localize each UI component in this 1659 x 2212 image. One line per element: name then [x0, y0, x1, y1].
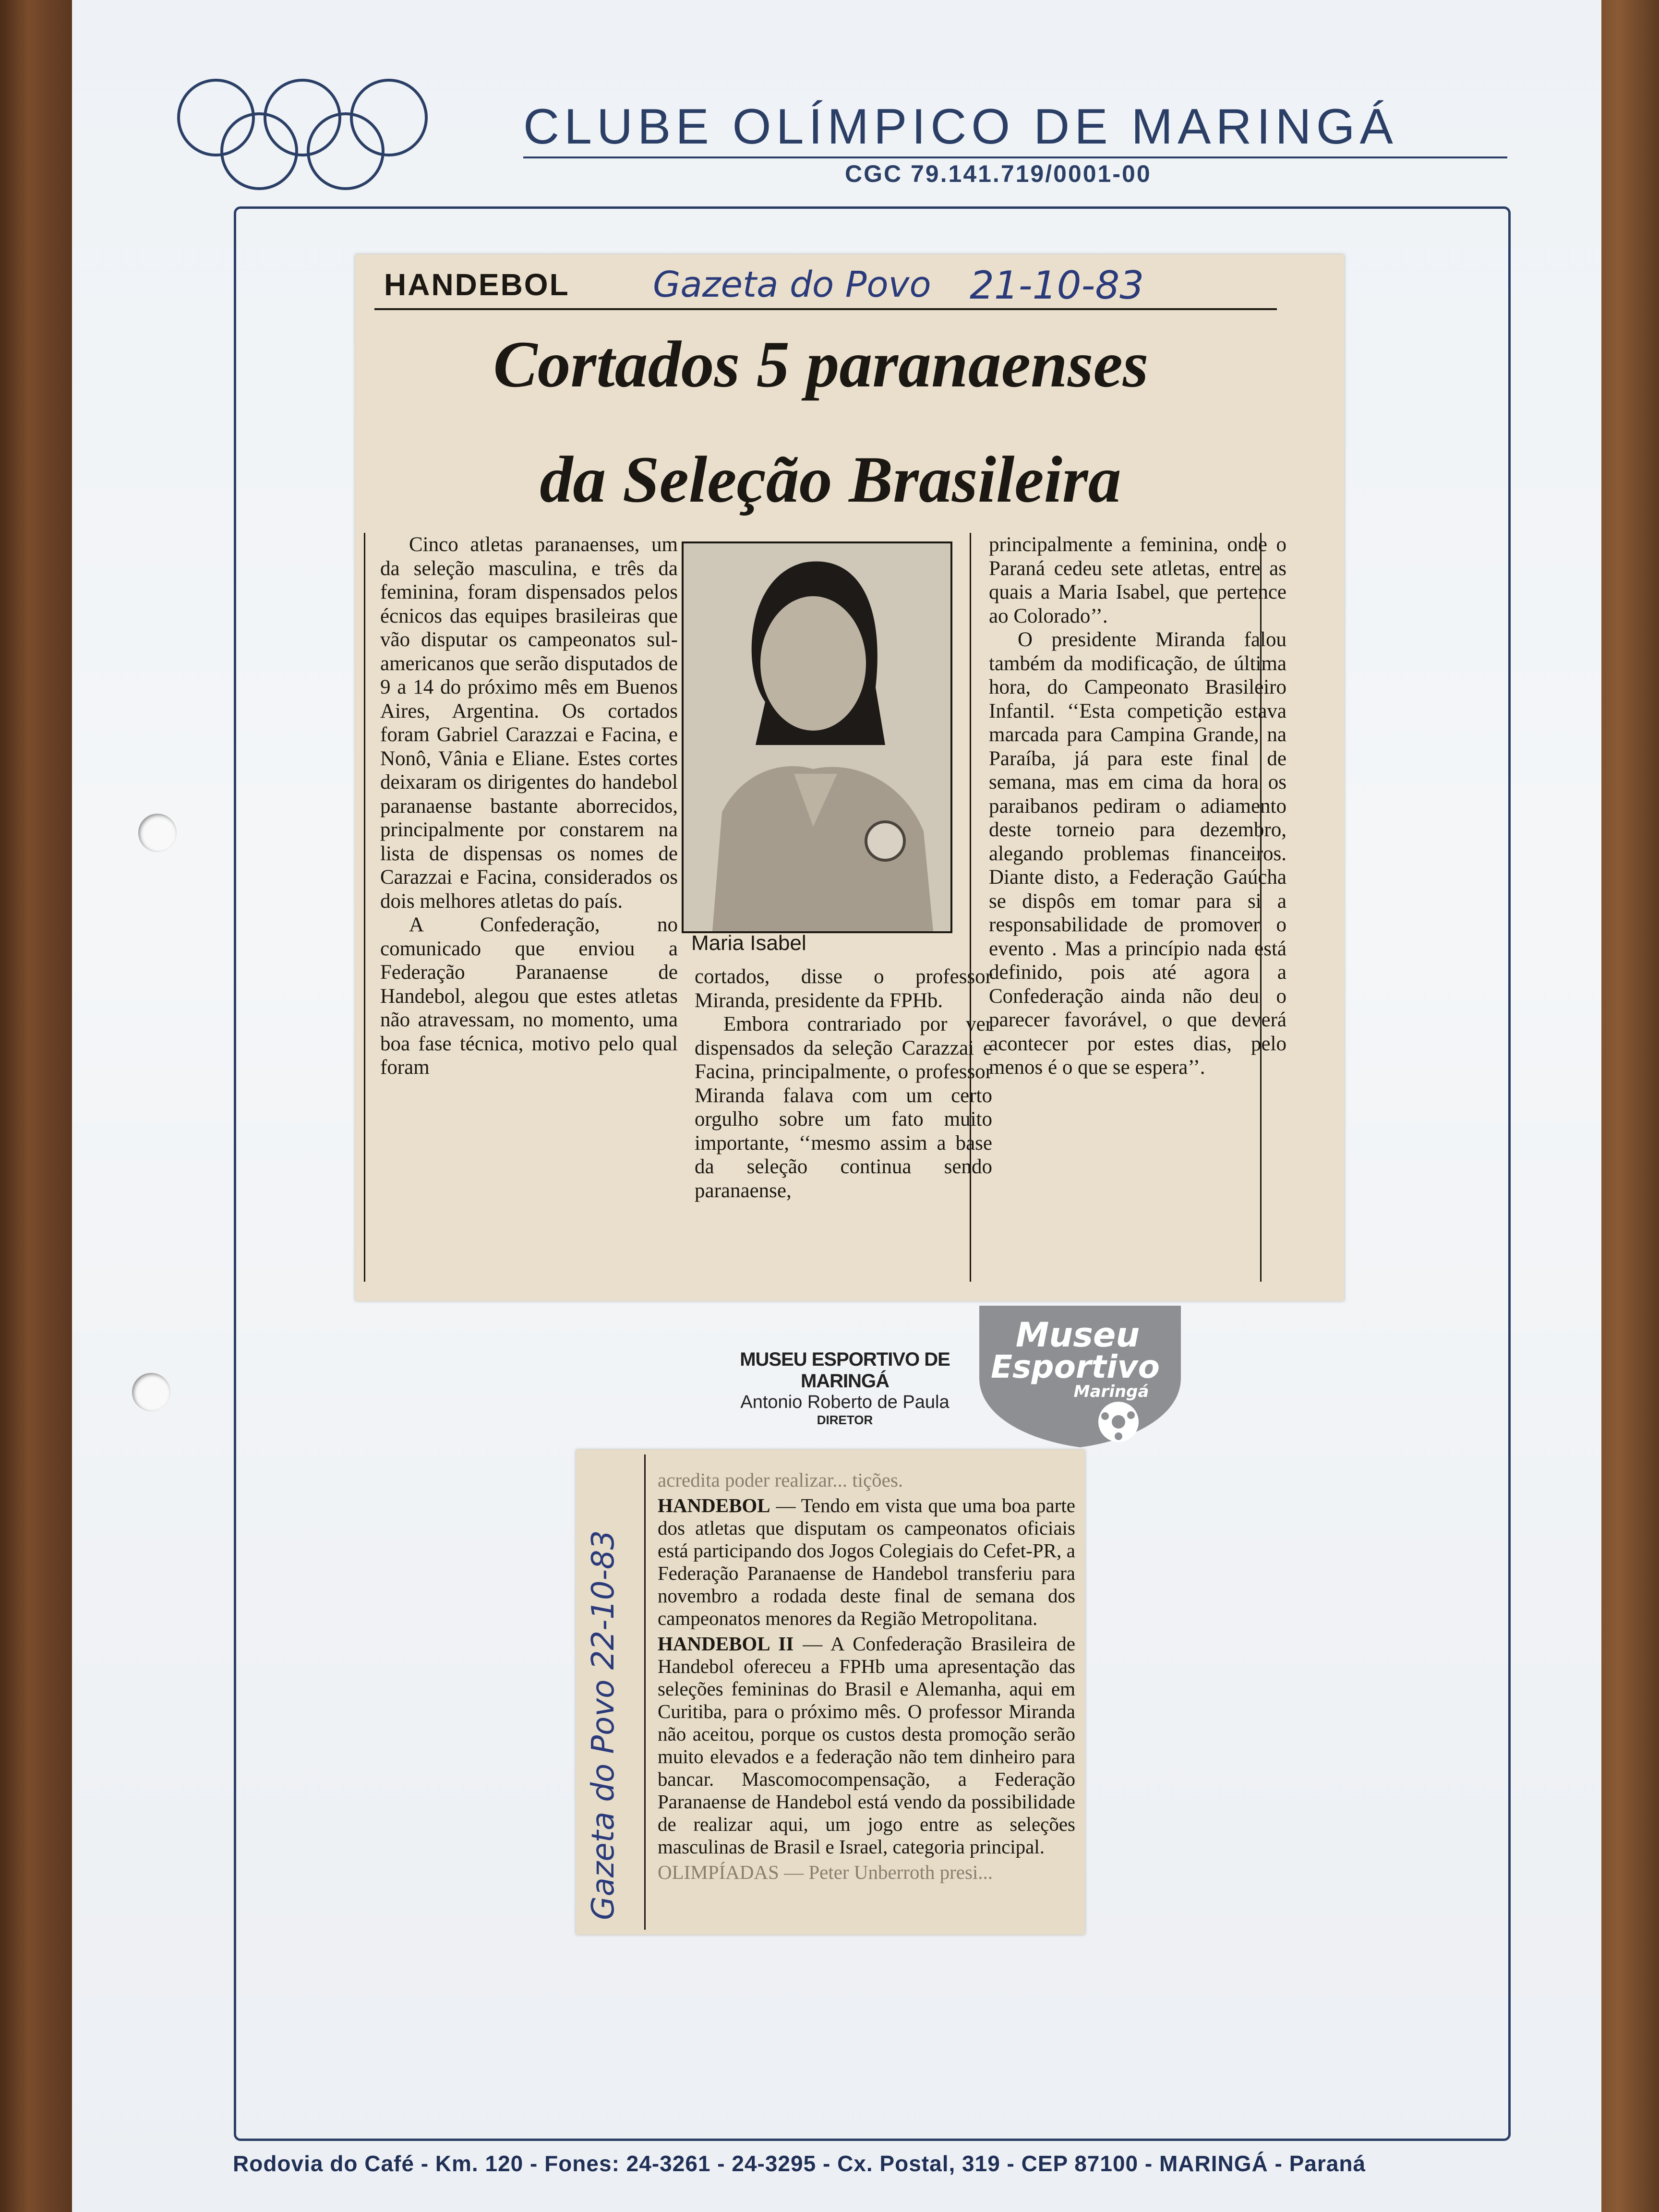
paragraph: A Confederação, no comunicado que enviou a Federação Paranaense de Handebol, alegou que estes atletas não atravessam, no momento, uma boa fase técnica, motivo pelo qual foram: [380, 914, 678, 1079]
news-item-body: — Tendo em vista que uma boa parte dos atletas que disputam os campeonatos oficiais está participando dos Jogos Colegiais do Cefet-PR, a Federação Paranaense de Handebol transferiu para novembro a rodada deste final de semana dos campeonatos menores da Região Metropolitana.: [658, 1494, 1075, 1629]
news-item-title: HANDEBOL II: [658, 1633, 794, 1655]
headline-line-2: da Seleção Brasileira: [540, 443, 1121, 516]
handwritten-source: Gazeta do Povo: [653, 264, 931, 305]
paragraph: O presidente Miranda falou também da modificação, de última hora, do Campeonato Brasileiro Infantil. ‘‘Esta competição estava marcada para Campina Grande, na Paraíba, já para este final de semana, mas em cima da hora os paraibanos pediram o adiamento deste torneio para dezembro, alegando problemas financeiros. Diante disto, a Federação Gaúcha se dispôs em tomar para si a responsabilidade de promover o evento . Mas a princípio nada está definido, pois até agora a Confederação ainda não deu o parecer favorável, o que deverá acontecer por estes dias, pelo menos é o que se espera’’.: [989, 628, 1286, 1079]
stamp-person: Antonio Roberto de Paula: [740, 1392, 950, 1412]
letterhead-footer: Rodovia do Café - Km. 120 - Fones: 24-3261 - 24-3295 - Cx. Postal, 319 - CEP 87100 - MARINGÁ - Paraná: [233, 2151, 1366, 2176]
section-rule: [374, 308, 1277, 310]
article-column-3: [989, 533, 1286, 1080]
photo-caption: Maria Isabel: [691, 931, 806, 955]
stamp-role: DIRETOR: [817, 1413, 873, 1427]
paragraph: Embora contrariado por ver dispensados da seleção Carazzai e Facina, principalmente, o professor Miranda falava com um certo orgulho sobre um fato muito importante, ‘‘mesmo assim a base da seleção continua sendo paranaense,: [695, 1013, 992, 1202]
headline-line-1: Cortados 5 paranaenses: [493, 327, 1149, 401]
article-column-1: [380, 533, 678, 1080]
cut-line-bottom: OLIMPÍADAS — Peter Unberroth presi...: [658, 1861, 993, 1883]
column-rule: [364, 533, 365, 1282]
olympic-rings-icon: [170, 72, 502, 192]
column-rule: [644, 1455, 646, 1930]
wooden-table-left: [0, 0, 72, 2212]
clipping-text: [658, 1469, 1075, 1887]
newspaper-clipping-main: [355, 254, 1344, 1301]
news-item: [658, 1494, 1075, 1630]
news-item: [658, 1633, 1075, 1858]
paragraph: cortados, disse o professor Miranda, presidente da FPHb.: [695, 965, 992, 1012]
museum-logo-icon: [974, 1296, 1186, 1450]
article-column-2: [695, 965, 992, 1202]
handwritten-date: 21-10-83: [970, 263, 1144, 308]
logo-line-2: Esportivo: [990, 1348, 1160, 1385]
letterhead-rule: [523, 156, 1507, 158]
museum-stamp: [710, 1349, 979, 1428]
paragraph: principalmente a feminina, onde o Paraná cedeu sete atletas, entre as quais a Maria Isabel, que pertence ao Colorado’’.: [989, 533, 1286, 627]
athlete-photo: [682, 541, 952, 933]
stamp-museum: MUSEU ESPORTIVO DE MARINGÁ: [740, 1349, 950, 1392]
club-name: CLUBE OLÍMPICO DE MARINGÁ: [523, 99, 1398, 155]
section-label: HANDEBOL: [384, 267, 570, 302]
newspaper-clipping-secondary: [576, 1450, 1085, 1935]
cgc-number: CGC 79.141.719/0001-00: [845, 160, 1152, 187]
paragraph: Cinco atletas paranaenses, um da seleção masculina, e três da feminina, foram dispensados pelos écnicos das equipes brasileiras que vão disputar os campeonatos sul-americanos que serão disputados de 9 a 14 do próximo mês em Buenos Aires, Argentina. Os cortados foram Gabriel Carazzai e Facina, e Nonô, Vânia e Eliane. Estes cortes deixaram os dirigentes do handebol paranaense bastante aborrecidos, principalmente por constarem na lista de dispensas os nomes de Carazzai e Facina, considerados os dois melhores atletas do país.: [380, 533, 678, 913]
logo-line-3: Maringá: [1073, 1382, 1149, 1401]
handwritten-note: Gazeta do Povo 22-10-83: [586, 1530, 621, 1920]
logo-line-1: Museu: [1015, 1315, 1140, 1355]
news-item-body: — A Confederação Brasileira de Handebol ofereceu a FPHb uma apresentação das seleções femininas do Brasil e Alemanha, aqui em Curitiba, para o próximo mês. O professor Miranda não aceitou, porque os custos desta promoção serão muito elevados e a federação não tem dinheiro para bancar. Mascomocompensação, a Federação Paranaense de Handebol está vendo da possibilidade de realizar aqui, um jogo entre as seleções masculinas de Brasil e Israel, categoria principal.: [658, 1633, 1075, 1858]
punch-hole: [132, 1373, 170, 1411]
news-item-title: HANDEBOL: [658, 1494, 770, 1516]
cut-line-top: acredita poder realizar... tições.: [658, 1469, 903, 1491]
punch-hole: [138, 814, 177, 852]
